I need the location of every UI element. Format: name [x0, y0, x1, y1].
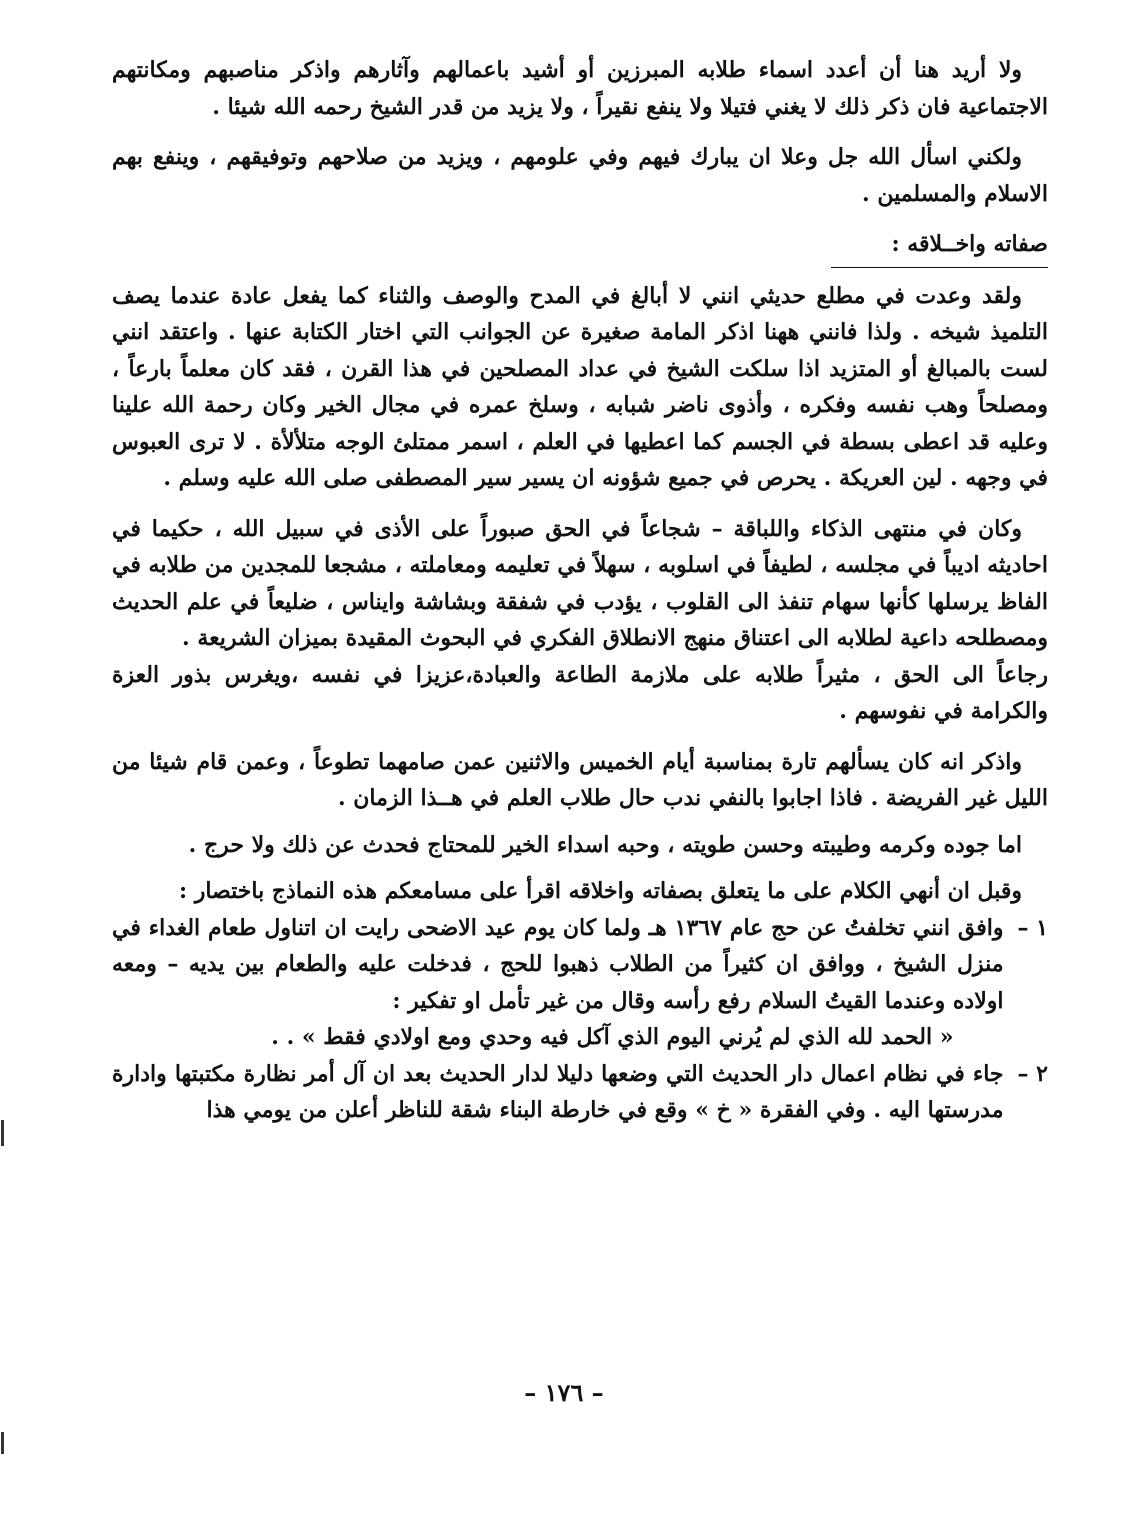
paragraph-prayer: ولكني اسأل الله جل وعلا ان يبارك فيهم وفي علومهم ، ويزيد من صلاحهم وتوفيقهم ، وينفع بهم الاسلام والمسلمين . — [112, 144, 1048, 207]
list-item-text: جاء في نظام اعمال دار الحديث التي وضعها دليلا لدار الحديث بعد ان آل أمر نظارة مكتبتها وادارة مدرستها اليه . وفي الفقرة « خ » وقع في خارطة البناء شقة للناظر أعلن من يومي هذا — [112, 1060, 1004, 1123]
page-number: – ١٧٦ – — [524, 1378, 604, 1407]
paragraph-intro: ولا أريد هنا أن أعدد اسماء طلابه المبرزين أو أشيد باعمالهم وآثارهم واذكر مناصبهم ومكانتهم الاجتماعية فان ذكر ذلك لا يغني فتيلا ولا ينفع نقيراً ، ولا يزيد من قدر الشيخ رحمه الله شيئا . — [112, 57, 1048, 120]
list-item-text: وافق انني تخلفتُ عن حج عام ١٣٦٧ هـ ولما كان يوم عيد الاضحى رايت ان اتناول طعام الغداء في منزل الشيخ ، ووافق ان كثيراً من الطلاب ذهبوا للحج ، فدخلت عليه والطعام بين يديه – ومعه اولاده وعندما القيتُ السلام رفع رأسه وقال من غير تأمل او تفكير : — [112, 914, 1004, 1014]
page-body — [112, 52, 1048, 1129]
list-item-quote: « الحمد لله الذي لم يُرني اليوم الذي آكل فيه وحدي ومع اولادي فقط » . . — [271, 1024, 954, 1050]
scan-edge-mark — [1, 1120, 4, 1146]
section-heading: صفاته واخــلاقه : — [831, 226, 1048, 268]
list-item-body — [112, 910, 1004, 1056]
section-heading-wrapper — [112, 226, 1048, 268]
list-item-2 — [112, 1056, 1048, 1129]
paragraph-promise: ولقد وعدت في مطلع حديثي انني لا أبالغ في المدح والوصف والثناء كما يفعل عادة عندما يصف التلميذ شيخه . ولذا فانني ههنا اذكر المامة صغيرة عن الجوانب التي اختار الكتابة عنها . واعتقد انني لست بالمبالغ أو المتزيد اذا سلكت الشيخ في عداد المصلحين في هذا القرن ، فقد كان معلماً بارعاً ، ومصلحاً وهب نفسه وفكره ، وأذوى ناضر شبابه ، وسلخ عمره في مجال الخير وكان رحمة الله علينا وعليه قد اعطى بسطة في الجسم كما اعطيها في العلم ، اسمر ممتلئ الوجه متلألأة . لا ترى العبوس في وجهه . لين العريكة . يحرص في جميع شؤونه ان يسير سير المصطفى صلى الله عليه وسلم . — [112, 282, 1048, 491]
paragraph-generosity: اما جوده وكرمه وطيبته وحسن طويته ، وحبه اسداء الخير للمحتاج فحدث عن ذلك ولا حرج . — [188, 831, 1022, 858]
paragraph-examples-intro: وقبل ان أنهي الكلام على ما يتعلق بصفاته واخلاقه اقرأ على مسامعكم هذه النماذج باختصار : — [178, 878, 1022, 904]
paragraph-fasting: واذكر انه كان يسألهم تارة بمناسبة أيام الخميس والاثنين عمن صامهما تطوعاً ، وعمن قام شيئا من الليل غير الفريضة . فاذا اجابوا بالنفي ندب حال طلاب العلم في هــذا الزمان . — [112, 748, 1048, 811]
paragraph-qualities: وكان في منتهى الذكاء واللباقة – شجاعاً في الحق صبوراً على الأذى في سبيل الله ، حكيما في احاديثه اديباً في مجلسه ، لطيفاً في اسلوبه ، سهلاً في تعليمه ومعاملته ، مشجعا للمجدين من طلابه في الفاظ يرسلها كأنها سهام تنفذ الى القلوب ، يؤدب في شفقة وبشاشة وايناس ، ضليعاً في علم الحديث ومصطلحه داعية لطلابه الى اعتناق منهج الانطلاق الفكري في البحوث المقيدة بميزان الشريعة . — [112, 515, 1048, 651]
scan-edge-mark — [1, 1432, 4, 1454]
list-item-body — [112, 1056, 1004, 1129]
list-item-1 — [112, 910, 1048, 1056]
list-item-number: ٢ – — [1017, 1060, 1048, 1087]
list-item-number: ١ – — [1017, 914, 1048, 941]
paragraph-returning-to-truth: رجاعاً الى الحق ، مثيراً طلابه على ملازمة الطاعة والعبادة،عزيزا في نفسه ،ويغرس بذور العزة والكرامة في نفوسهم . — [112, 661, 1048, 724]
